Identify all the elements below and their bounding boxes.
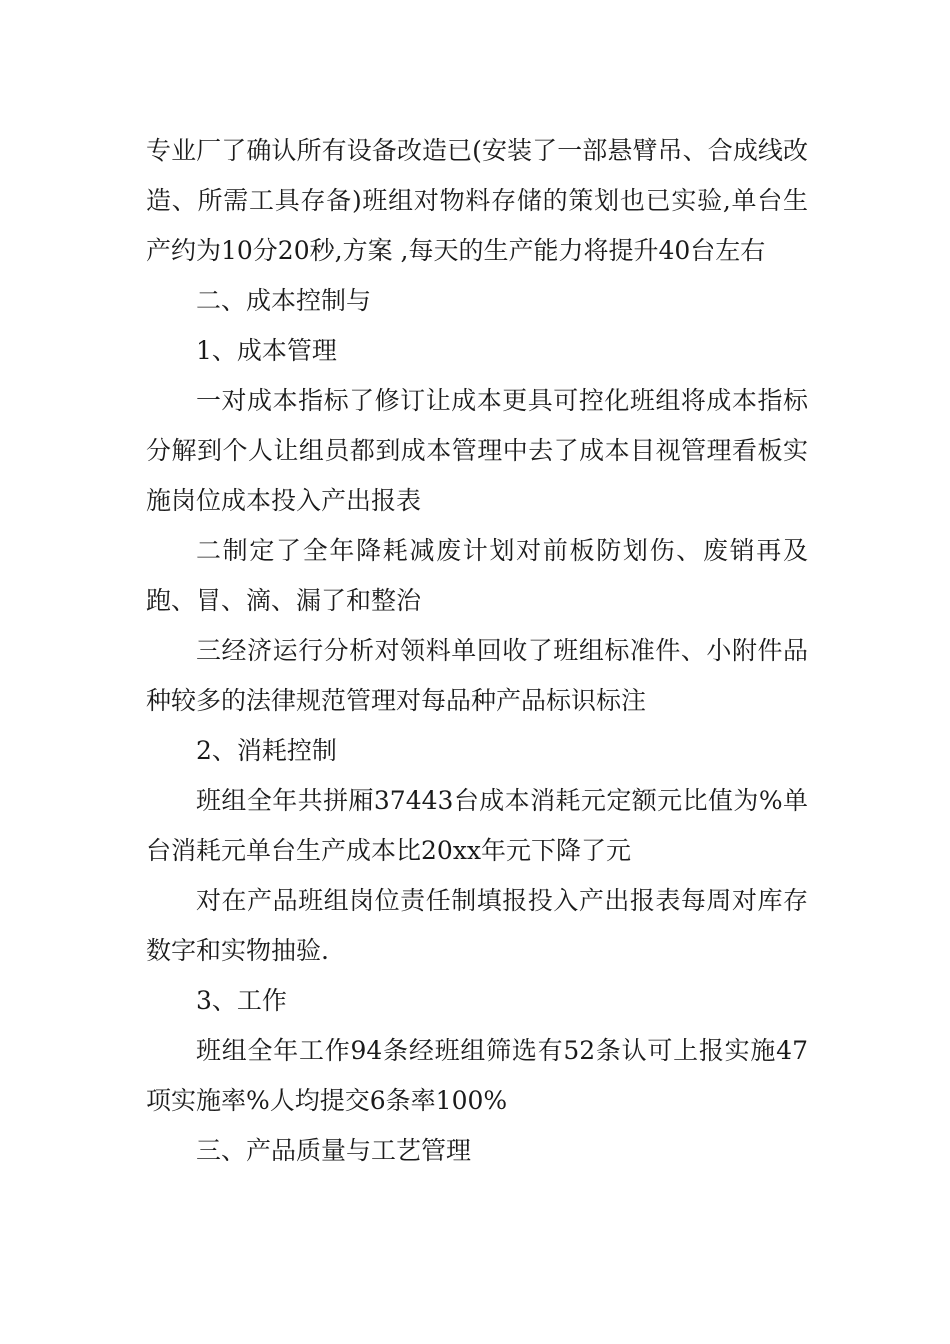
- section-heading-quality: 三、产品质量与工艺管理: [196, 1136, 472, 1165]
- paragraph-work-stats: 班组全年工作94条经班组筛选有52条认可上报实施47项实施率%人均提交6条率100%: [146, 1036, 808, 1115]
- paragraph-waste-reduction: 二制定了全年降耗减废计划对前板防划伤、废销再及跑、冒、滴、漏了和整治: [146, 536, 808, 615]
- paragraph-economic-analysis: 三经济运行分析对领料单回收了班组标准件、小附件品种较多的法律规范管理对每品种产品标识标注: [146, 636, 808, 715]
- paragraph-inventory-check: 对在产品班组岗位责任制填报投入产出报表每周对库存数字和实物抽验.: [146, 886, 808, 965]
- subheading-consumption-control: 2、消耗控制: [196, 736, 337, 765]
- section-heading-cost-control: 二、成本控制与: [196, 286, 372, 315]
- subheading-cost-management: 1、成本管理: [196, 336, 337, 365]
- subheading-work: 3、工作: [196, 986, 287, 1015]
- paragraph-cost-indicators: 一对成本指标了修订让成本更具可控化班组将成本指标分解到个人让组员都到成本管理中去了成本目视管理看板实施岗位成本投入产出报表: [146, 386, 808, 515]
- paragraph-intro: 专业厂了确认所有设备改造已(安装了一部悬臂吊、合成线改造、所需工具存备)班组对物料存储的策划也已实验,单台生产约为10分20秒,方案 ,每天的生产能力将提升40台左右: [146, 136, 808, 265]
- document-body: [146, 126, 808, 1176]
- paragraph-consumption-stats: 班组全年共拼厢37443台成本消耗元定额元比值为%单台消耗元单台生产成本比20xx年元下降了元: [146, 786, 808, 865]
